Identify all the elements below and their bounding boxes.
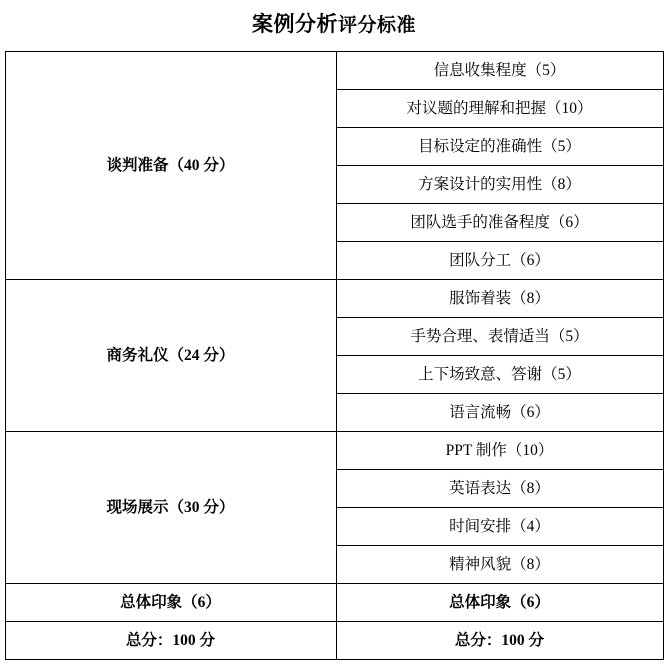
item-cell-1-2: 上下场致意、答谢（5） [336,355,663,393]
category-cell-0: 谈判准备（40 分） [5,51,336,279]
page-title-main: 案例分析 [251,12,338,36]
page-title-sub: 评分标准 [337,15,416,36]
table-row [5,51,663,89]
item-cell-1-0: 服饰着装（8） [336,279,663,317]
item-cell-0-5: 团队分工（6） [336,241,663,279]
item-cell-2-1: 英语表达（8） [336,469,663,507]
table-row [5,279,663,317]
category-cell-3: 总体印象（6） [5,583,336,621]
item-cell-0-2: 目标设定的准确性（5） [336,127,663,165]
scoring-criteria-table [5,51,664,660]
item-cell-2-2: 时间安排（4） [336,507,663,545]
table-row [5,583,663,621]
item-cell-1-1: 手势合理、表情适当（5） [336,317,663,355]
total-right-cell: 总分：100 分 [336,621,663,659]
item-cell-1-3: 语言流畅（6） [336,393,663,431]
page-title [0,0,668,51]
item-cell-0-0: 信息收集程度（5） [336,51,663,89]
total-left-cell: 总分：100 分 [5,621,336,659]
item-cell-0-1: 对议题的理解和把握（10） [336,89,663,127]
item-cell-3-0: 总体印象（6） [336,583,663,621]
item-cell-0-3: 方案设计的实用性（8） [336,165,663,203]
category-cell-2: 现场展示（30 分） [5,431,336,583]
category-cell-1: 商务礼仪（24 分） [5,279,336,431]
item-cell-2-3: 精神风貌（8） [336,545,663,583]
item-cell-0-4: 团队选手的准备程度（6） [336,203,663,241]
table-row-total [5,621,663,659]
item-cell-2-0: PPT 制作（10） [336,431,663,469]
table-row [5,431,663,469]
